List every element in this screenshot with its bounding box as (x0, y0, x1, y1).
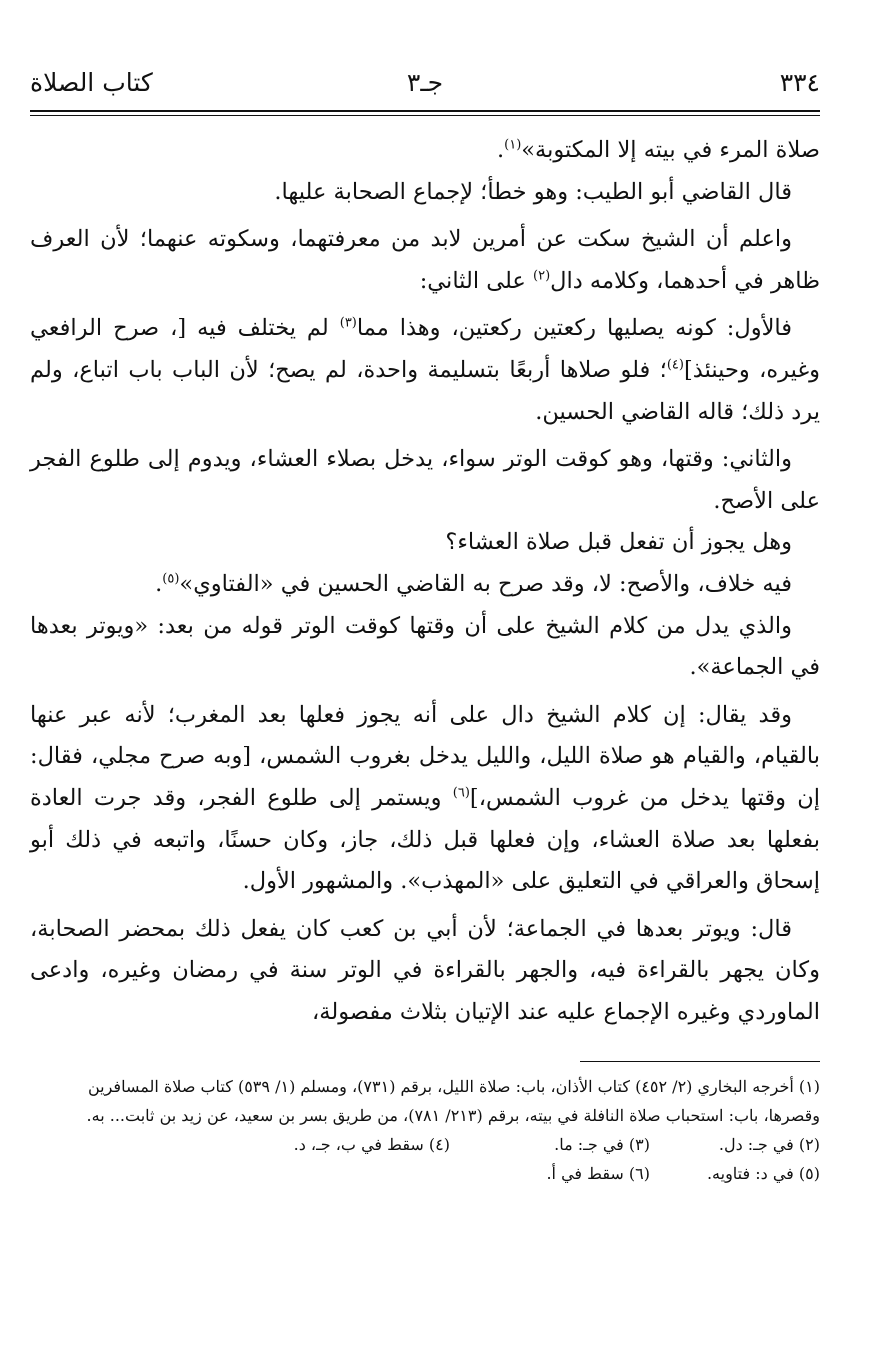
paragraph: صلاة المرء في بيته إلا المكتوبة»$^{(١)}$. (496, 137, 820, 163)
footnote-row (30, 1159, 820, 1188)
footnote: (٥) في د: فتاويه. (706, 1164, 820, 1184)
page-number: ٣٣٤ (779, 68, 820, 97)
footnote-ref: (٥) (162, 571, 180, 587)
footnote: (٤) سقط في ب، جـ، د. (293, 1135, 450, 1155)
footnote-rule (580, 1061, 820, 1062)
footnote: (٣) في جـ: ما. (554, 1135, 650, 1155)
footnote-ref: (٣) (339, 315, 357, 331)
page (30, 60, 820, 1188)
paragraph: قال: ويوتر بعدها في الجماعة؛ لأن أبي بن كعب كان يفعل ذلك بمحضر الصحابة، وكان يجهر بالقراءة فيه، والجهر بالقراءة في الوتر سنة في رمضان وغيره، وادعى الماوردي وغيره الإجماع عليه عند الإتيان بثلاث مفصولة، (30, 915, 820, 1025)
paragraph: والذي يدل من كلام الشيخ على أن وقتها كوقت الوتر قوله من بعد: «ويوتر بعدها في الجماعة». (30, 612, 820, 681)
footnote: (٢) في جـ: دل. (718, 1135, 820, 1155)
header-rule (30, 110, 820, 112)
footnote-row (30, 1130, 820, 1159)
paragraph: وقد يقال: إن كلام الشيخ دال على أنه يجوز فعلها بعد المغرب؛ لأنه عبر عنها بالقيام، والقيام هو صلاة الليل، والليل يدخل بغروب الشمس، [وبه صرح مجلي، فقال: إن وقتها يدخل من غروب الشمس،]$^{(٦)}$ ويستمر إلى طلوع الفجر، وقد جرت العادة بفعلها بعد صلاة العشاء، وإن فعلها قبل ذلك، جاز، وكان حسنًا، واتبعه في ذلك أبو إسحاق والعراقي في التعليق على «المهذب». والمشهور الأول. (30, 701, 820, 895)
book-title: كتاب الصلاة (30, 68, 153, 97)
footnote: (٦) سقط في أ. (546, 1164, 650, 1184)
footnotes (30, 1072, 820, 1188)
paragraph: والثاني: وقتها، وهو كوقت الوتر سواء، يدخل بصلاء العشاء، ويدوم إلى طلوع الفجر على الأصح. (30, 446, 820, 514)
footnote: (١) أخرجه البخاري (٢/ ٤٥٢) كتاب الأذان، باب: صلاة الليل، برقم (٧٣١)، ومسلم (١/ ٥٣٩) كتاب صلاة المسافرين وقصرها، باب: استحباب صلاة النافلة في بيته، برقم (٢١٣/ ٧٨١)، من طريق بسر بن سعيد، عن زيد بن ثابت... به. (86, 1077, 820, 1126)
paragraph: فالأول: كونه يصليها ركعتين ركعتين، وهذا مما$^{(٣)}$ لم يختلف فيه [، صرح الرافعي وغيره، وحينئذ]$^{(٤)}$؛ فلو صلاها أربعًا بتسليمة واحدة، لم يصح؛ لأن الباب باب اتباع، ولم يرد ذلك؛ قاله القاضي الحسين. (30, 315, 821, 425)
paragraph: واعلم أن الشيخ سكت عن أمرين لابد من معرفتهما، وسكوته عنهما؛ لأن العرف ظاهر في أحدهما، وكلامه دال$^{(٢)}$ على الثاني: (30, 226, 820, 294)
footnote-ref: (٢) (533, 268, 551, 284)
paragraph: فيه خلاف، والأصح: لا، وقد صرح به القاضي الحسين في «الفتاوي»$^{(٥)}$. (155, 570, 792, 597)
volume-label: جـ٣ (406, 68, 444, 97)
footnote-ref: (٤) (666, 357, 684, 373)
main-text (30, 130, 820, 1033)
running-header (30, 60, 820, 100)
paragraph: قال القاضي أبو الطيب: وهو خطأ؛ لإجماع الصحابة عليها. (274, 178, 792, 205)
footnote-ref: (١) (504, 137, 522, 153)
header-rule-thin (30, 115, 820, 116)
footnote-ref: (٦) (452, 785, 470, 801)
paragraph: وهل يجوز أن تفعل قبل صلاة العشاء؟ (445, 529, 792, 556)
